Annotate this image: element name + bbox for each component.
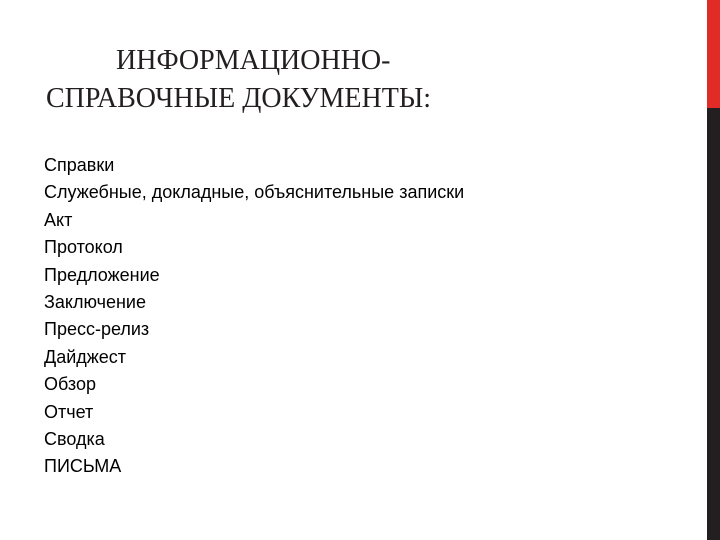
slide-title-line-2: СПРАВОЧНЫЕ ДОКУМЕНТЫ: bbox=[46, 83, 432, 114]
list-item: Справки bbox=[44, 155, 115, 175]
list-item: Служебные, докладные, объяснительные записки bbox=[44, 182, 465, 203]
slide-title-line-1: ИНФОРМАЦИОННО- bbox=[116, 45, 391, 76]
side-dark-bar bbox=[707, 108, 720, 540]
side-accent-bar bbox=[707, 0, 720, 108]
list-item: Предложение bbox=[44, 264, 160, 285]
list-item: Сводка bbox=[44, 429, 105, 450]
document-list bbox=[44, 152, 464, 481]
list-item: Протокол bbox=[44, 237, 123, 258]
list-item: Акт bbox=[44, 209, 73, 230]
list-item: Дайджест bbox=[44, 346, 127, 367]
list-item: ПИСЬМА bbox=[44, 456, 122, 477]
list-item: Обзор bbox=[44, 374, 96, 395]
list-item: Пресс-релиз bbox=[44, 319, 150, 340]
list-item: Заключение bbox=[44, 292, 146, 313]
slide-title bbox=[40, 42, 660, 118]
list-item: Отчет bbox=[44, 401, 94, 422]
